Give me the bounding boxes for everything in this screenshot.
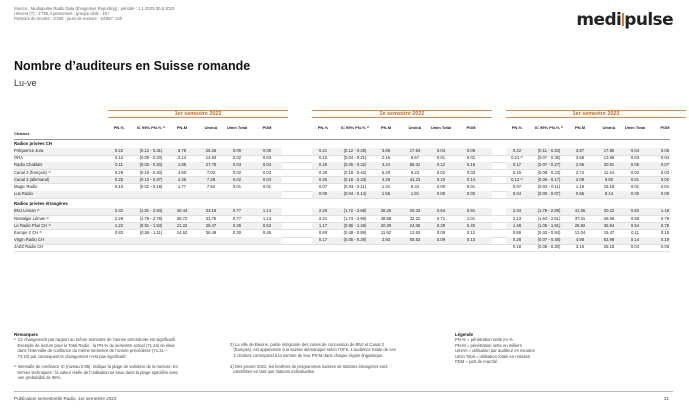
table-cell: (0.05 - 0.30) <box>537 244 561 250</box>
table-cell: 0.03 <box>262 169 272 175</box>
table-cell: 0.18 <box>512 244 522 250</box>
footnote-line: 2 chaînes correspond à la somme de leur PN-M dans chaque région linguistique. <box>230 352 384 358</box>
table-cell: 14.93 <box>205 155 217 161</box>
table-cell: 33.18 <box>205 208 217 214</box>
table-cell: 17.54 <box>409 148 421 153</box>
table-cell: (0.04 - 0.21) <box>343 155 367 161</box>
table-cell: 0.03 <box>630 155 640 161</box>
table-cell: 7.02 <box>206 169 216 175</box>
table-cell: (0.07 - 0.35) <box>537 155 561 161</box>
table-cell: 8.67 <box>410 155 420 161</box>
table-cell: 41.23 <box>409 176 421 182</box>
table-cell: (0.12 - 0.29) <box>343 148 367 153</box>
section-title: Radios privées CH <box>14 141 52 146</box>
table-cell: 0.28 <box>512 237 522 243</box>
table-cell: 0.03 <box>232 162 242 168</box>
table-cell: 37.31 <box>574 215 586 221</box>
semester-header: 1er semestre 2023 <box>506 110 686 118</box>
table-cell: 0.02 <box>436 169 446 175</box>
footer-divider <box>14 391 673 392</box>
table-cell: 0.78 <box>660 222 670 228</box>
table-cell: 17.95 <box>603 148 615 153</box>
channel-name: GRA <box>14 155 24 161</box>
table-cell: 86.31 <box>409 162 421 168</box>
table-cell: 36.49 <box>205 230 217 235</box>
table-cell: 0.79 <box>660 215 670 221</box>
table-cell: (0.18 - 0.42) <box>343 169 367 175</box>
table-cell: 0.01 <box>660 184 670 189</box>
table-cell: 24.06 <box>409 222 421 228</box>
table-cell: 21.22 <box>176 222 188 228</box>
table-cell: 7.62 <box>206 184 216 189</box>
table-cell: 26.06 <box>603 215 615 221</box>
table-cell: 0.05 <box>466 148 476 153</box>
table-cell: 0.04 <box>660 155 670 161</box>
table-cell: 0.69 <box>512 230 522 235</box>
section-title: Radios privées étrangères <box>14 201 68 207</box>
column-header: IC 95% PN-% ¹⁾ <box>136 125 166 130</box>
table-cell: 0.66 <box>575 191 585 197</box>
table-cell: (1.74 - 2.68) <box>343 215 367 221</box>
table-cell: 0.03 <box>262 155 272 161</box>
table-cell: 11.44 <box>603 169 615 175</box>
channel-name: Fréquence Jura <box>14 148 44 153</box>
table-cell: (1.78 - 2.78) <box>139 215 163 221</box>
source-line: Univers (T) : 1'755,3 personnes ; groupe cible : 15+ <box>14 11 110 17</box>
table-cell: (0.04 - 0.14) <box>343 191 367 197</box>
table-cell: 3.87 <box>575 148 585 153</box>
table-cell: 3.78 <box>177 148 187 153</box>
table-cell: 0.16 <box>512 169 522 175</box>
table-cell: 0.40 <box>466 222 476 228</box>
header-rule <box>14 139 670 140</box>
table-cell: 2.21 <box>318 215 328 221</box>
table-cell: 0.00 <box>660 191 670 197</box>
table-cell: 29.47 <box>205 222 217 228</box>
column-header: UminA <box>204 125 218 130</box>
table-cell: 25.82 <box>574 222 586 228</box>
table-cell: 29.33 <box>409 208 421 214</box>
table-cell: 1.77 <box>177 184 187 189</box>
table-cell: 0.02 <box>232 169 242 175</box>
table-cell: 20.29 <box>380 222 392 228</box>
channel-name: Canal 3 (français) ³⁾ <box>14 169 51 175</box>
table-cell: 16.18 <box>603 184 615 189</box>
table-cell: 0.14 <box>466 176 476 182</box>
table-cell: 12.04 <box>574 230 586 235</box>
channel-name: Lux Radio <box>14 191 33 197</box>
logo-text-right: pulse <box>624 10 673 30</box>
table-cell: 7.28 <box>206 176 216 182</box>
table-cell: 0.01 <box>232 184 242 189</box>
table-cell: 1.56 <box>381 191 391 197</box>
channel-name: Virgin Radio CH <box>14 237 44 243</box>
footnotes-notes <box>230 342 440 374</box>
table-cell: (0.91 - 1.53) <box>139 222 163 228</box>
table-cell: 1.91 <box>410 191 420 197</box>
table-cell: (0.12 - 0.31) <box>139 148 163 153</box>
footnote-line: Exemple de lecture pour le Total Radio : la PN-% du semestre actuel (71.34) se situe <box>14 342 175 348</box>
footnote-line: dans l’intervalle de confiance du même semestre de l’année précédente (71.31 – <box>14 348 168 354</box>
table-cell: 0.02 <box>232 176 242 182</box>
footnote-line: (français), est apparentée à la Suisse alémanique selon l’OFS. L’audience totale de ces <box>230 347 396 353</box>
table-cell: 27.75 <box>205 162 217 168</box>
table-cell: 41.05 <box>574 208 586 214</box>
footnote-line: Umin Total = utilisation totale en minutes <box>455 353 530 359</box>
table-cell: 0.03 <box>660 169 670 175</box>
footnote-line: une probabilité de 95%. <box>14 375 62 381</box>
table-cell: 52.98 <box>603 237 615 243</box>
channel-name: JAZZ Radio CH <box>14 244 44 250</box>
table-cell: 2.28 <box>114 215 124 221</box>
column-header: UminA <box>408 125 422 130</box>
table-cell: 0.36 <box>232 222 242 228</box>
table-cell: 0.11 <box>115 162 123 168</box>
column-header: UminA <box>602 125 616 130</box>
channel-name: Magic Radio <box>14 184 38 189</box>
table-cell: 4.28 <box>381 176 391 182</box>
table-cell: 2.13 <box>512 215 522 221</box>
table-cell: (0.56 - 1.11) <box>139 230 163 235</box>
table-cell: 0.11 <box>631 230 639 235</box>
table-cell: 3.66 <box>575 155 585 161</box>
table-cell: 0.16 <box>466 162 476 168</box>
table-cell: 0.77 <box>232 215 242 221</box>
table-cell: 1.22 <box>114 222 124 228</box>
table-cell: 0.04 <box>262 162 272 168</box>
table-cell: 8.14 <box>604 191 614 197</box>
table-cell: 40.44 <box>176 208 188 214</box>
table-cell: 0.19 <box>318 162 328 168</box>
table-cell: (0.02 - 0.18) <box>139 184 163 189</box>
table-cell: 3.24 <box>381 162 391 168</box>
table-cell: (0.07 - 0.48) <box>537 237 561 243</box>
table-cell: (0.43 - 0.94) <box>537 230 561 235</box>
table-cell: 1.14 <box>262 215 272 221</box>
table-cell: 4.80 <box>177 169 187 175</box>
table-cell: 55.53 <box>409 237 421 243</box>
table-cell: (1.72 - 2.68) <box>343 208 367 214</box>
table-cell: (0.00 - 0.07) <box>537 191 561 197</box>
table-cell: (0.07 - 0.27) <box>537 162 561 168</box>
row-band <box>14 191 282 198</box>
table-cell: 0.19 <box>660 237 670 243</box>
table-cell: 2.93 <box>381 237 391 243</box>
table-cell: (0.85 - 1.48) <box>343 222 367 228</box>
table-cell: 0.10 <box>436 176 446 182</box>
table-cell: 0.04 <box>630 148 640 153</box>
table-cell: 0.77 <box>232 208 242 214</box>
table-cell: 0.02 <box>660 176 670 182</box>
table-cell: 0.09 <box>232 148 242 153</box>
column-header: PN-% <box>113 125 125 130</box>
table-cell: 0.01 <box>262 184 272 189</box>
table-cell: 0.82 <box>630 208 640 214</box>
table-cell: 2.14 <box>177 155 187 161</box>
table-cell: 30.91 <box>603 162 615 168</box>
footnote-line: PN-M = pénétration nette en milliers <box>455 342 522 348</box>
table-cell: 4.35 <box>177 176 187 182</box>
table-cell: (0.06 - 0.17) <box>537 176 561 182</box>
table-cell: 6.34 <box>410 184 420 189</box>
table-cell: 25.18 <box>603 244 615 250</box>
table-cell: 1.01 <box>466 215 476 221</box>
table-cell: 0.22 <box>114 148 124 153</box>
table-cell: (1.64 - 2.61) <box>537 215 561 221</box>
table-cell: 25.26 <box>205 148 217 153</box>
table-cell: 0.02 <box>630 169 640 175</box>
table-cell: (1.79 - 2.89) <box>537 208 561 214</box>
page-number: 31 <box>663 396 669 401</box>
table-cell: 0.02 <box>466 155 476 161</box>
table-cell: 0.14 <box>630 237 640 243</box>
table-cell: 0.12 <box>114 155 124 161</box>
table-cell: 0.12 ²⁾ <box>511 176 523 182</box>
table-cell: 0.25 <box>318 176 328 182</box>
table-cell: 0.30 <box>232 230 242 235</box>
table-cell: 0.17 <box>512 162 522 168</box>
table-cell: 0.12 <box>318 155 328 161</box>
page-title: Nombre d’auditeurs en Suisse romande <box>14 59 251 73</box>
column-header: PDM <box>660 125 670 130</box>
table-cell: 0.01 <box>630 176 640 182</box>
table-cell: 0.12 <box>436 162 446 168</box>
table-cell: (0.03 - 0.11) <box>537 184 561 189</box>
channel-name: Radio Chablais <box>14 162 43 168</box>
table-cell: 0.02 <box>232 155 242 161</box>
table-cell: 0.10 <box>114 184 124 189</box>
publication-label: Publication semestrielle Radio, 1er semestre 2023 <box>14 396 117 401</box>
table-cell: 1.14 <box>262 208 272 214</box>
table-cell: 39.72 <box>176 215 188 221</box>
channel-name: Nostalgie Léman ³⁾ <box>14 215 50 221</box>
footnote-line: termes techniques : la valeur réelle de l’utilisation se situe dans la plage spécifiée avec <box>14 369 179 375</box>
table-cell: 0.28 <box>436 222 446 228</box>
column-header: PDM <box>466 125 476 130</box>
table-cell: 0.00 <box>466 191 476 197</box>
table-cell: 2.32 <box>114 208 124 214</box>
legend-title: Légende <box>455 332 474 337</box>
table-cell: 1.21 <box>381 184 391 189</box>
table-cell: 6.23 <box>410 169 420 175</box>
semester-header: 2e semestre 2022 <box>312 110 492 118</box>
footnote-line: UminA = utilisation par auditeur en minutes <box>455 348 535 354</box>
source-line: Porteurs de montre : 2'208 ; jours de mesure : 54'867, 24h <box>14 16 123 22</box>
table-cell: 30.22 <box>603 208 615 214</box>
table-cell: 0.28 <box>114 169 124 175</box>
channel-name: Europe 2 CH ³⁾ <box>14 230 42 235</box>
table-cell: 2.95 <box>575 162 585 168</box>
table-cell: (1.81 - 2.83) <box>139 208 163 214</box>
footnotes-legend <box>455 332 635 364</box>
table-cell: 13.69 <box>603 155 615 161</box>
table-cell: 12.62 <box>409 230 421 235</box>
table-cell: 0.04 <box>512 191 522 197</box>
channel-name: Canal 3 (allemand) <box>14 176 50 182</box>
table-cell: 0.69 <box>318 230 328 235</box>
table-cell: 4.88 <box>575 237 585 243</box>
table-cell: 0.15 <box>660 230 670 235</box>
column-header: IC 95% PN-% ¹⁾ <box>534 125 564 130</box>
channel-name: Le Radio Plus CH ³⁾ <box>14 222 51 228</box>
table-cell: 0.64 <box>436 208 446 214</box>
table-cell: 0.55 <box>630 215 640 221</box>
footnote-line: 3) Dès janvier 2022, les fenêtres de programmes suisses de stations étrangères sont <box>230 363 388 369</box>
table-cell: 0.03 <box>466 169 476 175</box>
table-cell: 1.85 <box>177 162 187 168</box>
footnote-line: 2) La ville de Bienne, partie intégrante des zones de concession de BNJ et Canal 3 <box>230 342 384 347</box>
column-header: PDM <box>262 125 272 130</box>
table-cell: 0.01 <box>466 184 476 189</box>
table-cell: 0.21 <box>318 148 328 153</box>
table-cell: 0.53 <box>262 222 272 228</box>
table-cell: 0.54 <box>630 222 640 228</box>
table-cell: 0.06 <box>660 244 670 250</box>
table-cell: 0.71 <box>436 215 446 221</box>
table-cell: (0.08 - 0.23) <box>537 169 561 175</box>
table-cell: 36.94 <box>603 222 615 228</box>
table-cell: 0.04 <box>630 244 640 250</box>
footnote-line: identifiées en tant que stations individuelles. <box>230 369 316 375</box>
table-cell: 33.76 <box>205 215 217 221</box>
table-cell: 11.92 <box>380 230 392 235</box>
table-cell: (1.05 - 1.91) <box>537 222 561 228</box>
table-cell: 0.09 <box>436 230 446 235</box>
table-cell: 0.91 <box>466 208 476 214</box>
table-cell: 0.30 <box>318 169 328 175</box>
table-cell: (0.05 - 0.32) <box>343 162 367 168</box>
footnote-line: 73.10) par conséquent le changement n’est pas significatif. <box>14 353 127 359</box>
table-cell: (0.03 - 0.11) <box>343 184 367 189</box>
table-cell: 0.13 <box>466 237 476 243</box>
table-cell: 0.00 <box>630 191 640 197</box>
table-cell: 0.07 <box>660 162 670 168</box>
semester-header: 1er semestre 2022 <box>108 110 288 118</box>
table-cell: 0.06 <box>660 148 670 153</box>
table-cell: (0.05 - 0.20) <box>139 155 163 161</box>
table-cell: 0.21 ²⁾ <box>511 155 523 161</box>
column-header: PN-M <box>574 125 586 130</box>
table-cell: 2.16 <box>381 155 391 161</box>
table-cell: 0.00 <box>436 184 446 189</box>
table-cell: 1.19 <box>575 184 585 189</box>
table-cell: 0.07 <box>512 184 522 189</box>
footnote-line: ¹⁾ Intervalle de confiance IC (niveau 0.95). Indique la plage de variation de la mesure. En <box>14 364 178 370</box>
table-cell: 3.16 <box>575 244 585 250</box>
column-header: Umin Total <box>624 125 646 130</box>
mediapulse-logo <box>576 10 673 30</box>
table-cell: 0.05 <box>630 162 640 168</box>
table-cell: (0.13 - 0.37) <box>139 176 163 182</box>
table-cell: (0.11 - 0.33) <box>537 148 561 153</box>
footnote-line: ¹⁾ Ce changement par rapport au même semestre de l’année précédente est significatif. <box>14 337 176 343</box>
table-cell: 1.17 <box>318 222 328 228</box>
table-cell: 2.74 <box>575 169 585 175</box>
column-header: PN-M <box>380 125 392 130</box>
table-cell: 3.66 <box>381 148 391 153</box>
table-cell: 0.01 <box>436 155 446 161</box>
table-cell: 0.17 <box>318 237 328 243</box>
table-cell: 0.09 <box>436 237 446 243</box>
table-cell: (0.02 - 0.20) <box>139 162 163 168</box>
table-cell: 0.45 <box>262 230 272 235</box>
table-cell: 0.03 <box>262 176 272 182</box>
table-cell: 0.00 <box>436 191 446 197</box>
table-cell: 0.08 <box>262 148 272 153</box>
column-header: PN-M <box>176 125 188 130</box>
table-cell: 5.20 <box>381 169 391 175</box>
table-cell: 0.25 <box>114 176 124 182</box>
footnote-line: PN-% = pénétration nette en % <box>455 337 513 343</box>
table-cell: (0.16 - 0.33) <box>343 176 367 182</box>
row-band <box>14 237 282 244</box>
table-cell: 15.47 <box>603 230 615 235</box>
footnotes-remarks-title: Remarques <box>14 332 38 337</box>
table-cell: 38.55 <box>380 215 392 221</box>
chaines-header: Chaînes <box>14 131 30 136</box>
table-cell: 0.09 <box>318 191 328 197</box>
table-cell: 1.18 <box>660 208 670 214</box>
column-header: IC 95% PN-% ¹⁾ <box>340 125 370 130</box>
column-header: PN-% <box>511 125 523 130</box>
table-cell: 0.07 <box>318 184 328 189</box>
table-cell: 14.52 <box>176 230 188 235</box>
source-line: Source : Mediapulse Radio Data (Evogenius Reporting) ; période : 1.1.2023-30.6.2023 <box>14 6 175 11</box>
table-cell: 0.22 <box>512 148 522 153</box>
table-cell: (0.05 - 0.28) <box>343 237 367 243</box>
table-cell: 0.83 <box>114 230 124 235</box>
table-cell: 0.04 <box>436 148 446 153</box>
column-header: Umin Total <box>226 125 248 130</box>
logo-text-left: medi <box>576 10 622 30</box>
table-cell: 2.34 <box>512 208 522 214</box>
source-note <box>14 6 274 22</box>
table-cell: (0.16 - 0.40) <box>139 169 163 175</box>
table-cell: 2.20 <box>318 208 328 214</box>
table-cell: 9.80 <box>604 176 614 182</box>
table-cell: 38.26 <box>380 208 392 214</box>
channel-name: BNJ Léman ³⁾ <box>14 208 40 214</box>
table-cell: 0.12 <box>466 230 476 235</box>
table-cell: 32.22 <box>409 215 421 221</box>
footnote-line: PDM = part de marché <box>455 359 498 365</box>
table-cell: 2.09 <box>575 176 585 182</box>
table-cell: 1.48 <box>512 222 522 228</box>
column-header: Umin Total <box>430 125 452 130</box>
footnotes-remarks <box>14 332 214 381</box>
column-header: PN-% <box>317 125 329 130</box>
table-cell: (0.48 - 0.89) <box>343 230 367 235</box>
page-subtitle: Lu-ve <box>14 78 37 88</box>
table-cell: 0.01 <box>630 184 640 189</box>
